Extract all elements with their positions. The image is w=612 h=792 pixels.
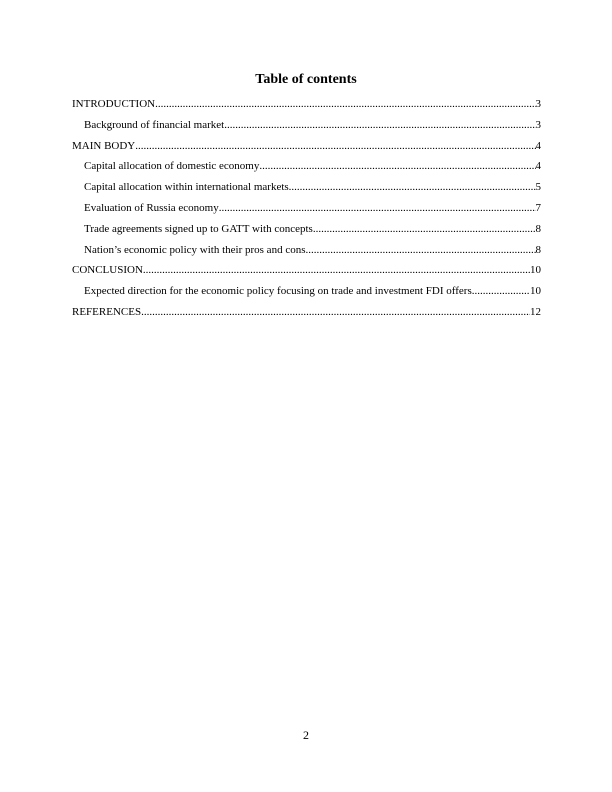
toc-entry-capital-allocation-domestic[interactable] [72, 156, 541, 177]
toc-entry-label: INTRODUCTION [72, 98, 156, 110]
toc-entry-label: MAIN BODY [72, 139, 136, 152]
dot-leader [155, 94, 535, 115]
dot-leader [143, 260, 530, 281]
toc-entry-conclusion[interactable] [72, 260, 541, 281]
toc-title: Table of contents [255, 72, 357, 87]
toc-entry-page: 7 [535, 201, 541, 214]
toc-entry-page: 10 [530, 285, 541, 298]
dot-leader [313, 219, 536, 240]
toc-entry-label: Expected direction for the economic policy focusing on trade and investment FDI offers [84, 285, 472, 298]
dot-leader [305, 240, 535, 261]
toc-entry-label: Nation’s economic policy with their pros and cons [84, 243, 306, 256]
toc-entry-page: 4 [535, 160, 541, 173]
dot-leader [259, 156, 535, 177]
toc-entry-label: REFERENCES [72, 305, 142, 318]
toc-entry-page: 3 [535, 98, 541, 110]
toc-entry-page: 10 [530, 264, 541, 277]
toc-entry-page: 8 [535, 222, 541, 235]
toc-entry-references[interactable] [72, 302, 541, 323]
toc-entry-economic-policy-pros-cons[interactable] [72, 240, 541, 261]
toc-entry-label: Capital allocation within international markets [84, 181, 289, 194]
toc-entry-label: Trade agreements signed up to GATT with concepts [84, 222, 313, 235]
toc-entry-label: Capital allocation of domestic economy [84, 160, 260, 173]
toc-entry-page: 4 [535, 139, 541, 152]
table-of-contents [72, 94, 541, 323]
toc-entry-introduction[interactable] [72, 94, 541, 115]
toc-entry-capital-allocation-international[interactable] [72, 177, 541, 198]
dot-leader [141, 302, 530, 323]
toc-entry-main-body[interactable] [72, 136, 541, 157]
toc-entry-evaluation-russia[interactable] [72, 198, 541, 219]
toc-entry-expected-direction[interactable] [72, 281, 541, 302]
toc-entry-background-financial-market[interactable] [72, 115, 541, 136]
toc-entry-label: Background of financial market [84, 118, 225, 131]
dot-leader [224, 115, 535, 136]
dot-leader [219, 198, 536, 219]
toc-entry-label: CONCLUSION [72, 264, 143, 277]
dot-leader [289, 177, 536, 198]
toc-entry-page: 3 [535, 118, 541, 131]
toc-entry-page: 12 [530, 305, 541, 318]
toc-entry-trade-agreements-gatt[interactable] [72, 219, 541, 240]
dot-leader [472, 281, 530, 302]
dot-leader [135, 136, 535, 157]
page-number: 2 [303, 728, 309, 742]
toc-entry-page: 8 [535, 243, 541, 256]
toc-entry-label: Evaluation of Russia economy [84, 201, 219, 214]
toc-entry-page: 5 [535, 181, 541, 194]
